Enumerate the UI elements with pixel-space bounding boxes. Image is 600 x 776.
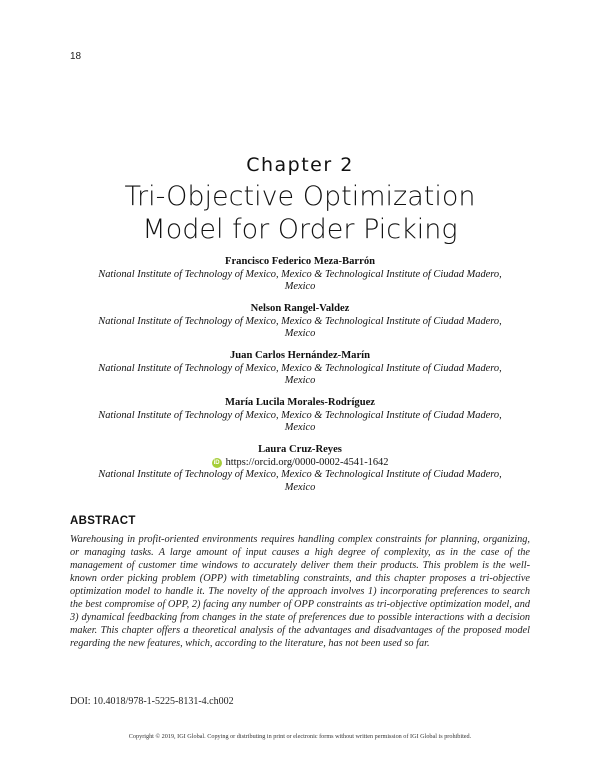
author-name: Laura Cruz-Reyes <box>258 444 342 455</box>
author-affiliation-country: Mexico <box>284 281 316 293</box>
chapter-label: Chapter 2 <box>246 154 354 176</box>
author-affiliation-country: Mexico <box>284 328 316 340</box>
author-name: Juan Carlos Hernández-Marín <box>229 350 371 361</box>
author-block-1 <box>78 256 522 294</box>
author-affiliation: National Institute of Technology of Mexico, Mexico & Technological Institute of Ciudad Madero, <box>98 362 502 374</box>
orcid-link[interactable]: https://orcid.org/0000-0002-4541-1642 <box>225 456 389 468</box>
author-name: María Lucila Morales-Rodríguez <box>224 397 376 408</box>
author-affiliation: National Institute of Technology of Mexico, Mexico & Technological Institute of Ciudad Madero, <box>98 409 502 421</box>
chapter-title <box>0 180 600 246</box>
abstract-heading: ABSTRACT <box>70 515 136 527</box>
author-block-2 <box>78 303 522 341</box>
orcid-line <box>78 457 522 470</box>
chapter-title-line-2: Model for Order Picking <box>142 214 458 245</box>
author-block-3 <box>78 350 522 388</box>
orcid-icon: iD <box>213 459 220 466</box>
abstract-body: Warehousing in profit-oriented environments requires handling complex constraints for planning, organizing, or managing tasks. A large amount of input causes a high degree of complexity, as in the case of the management of customer time windows to accurately deliver them their products. This problem is the well-known order picking problem (OPP) with timetabling constraints, and this chapter proposes a tri-objective optimization model to handle it. The novelty of the approach involves 1) incorporating preferences to search the best compromise of OPP, 2) facing any number of OPP constraints as tri-objective optimization model, and 3) dynamical feedbacking from changes in the state of preferences due to possible interactions with a decision maker. This chapter offers a theoretical analysis of the advantages and disadvantages of the proposed model regarding the new features, which, according to the literature, has not been used so far. <box>70 534 530 649</box>
chapter-title-line-1: Tri-Objective Optimization <box>124 181 476 212</box>
author-affiliation-country: Mexico <box>284 422 316 434</box>
author-affiliation-country: Mexico <box>284 375 316 387</box>
author-affiliation: National Institute of Technology of Mexico, Mexico & Technological Institute of Ciudad Madero, <box>98 315 502 327</box>
page-number: 18 <box>70 51 82 62</box>
author-affiliation: National Institute of Technology of Mexico, Mexico & Technological Institute of Ciudad Madero, <box>98 268 502 280</box>
doi: DOI: 10.4018/978-1-5225-8131-4.ch002 <box>70 696 234 707</box>
author-affiliation-country: Mexico <box>284 481 316 493</box>
author-block-5 <box>78 444 522 494</box>
author-name: Francisco Federico Meza-Barrón <box>224 256 376 267</box>
author-block-4 <box>78 397 522 435</box>
author-affiliation: National Institute of Technology of Mexico, Mexico & Technological Institute of Ciudad Madero, <box>98 469 502 481</box>
copyright-notice: Copyright © 2019, IGI Global. Copying or distributing in print or electronic forms without written permission of IGI Global is prohibited. <box>128 733 472 740</box>
author-name: Nelson Rangel-Valdez <box>250 303 350 314</box>
